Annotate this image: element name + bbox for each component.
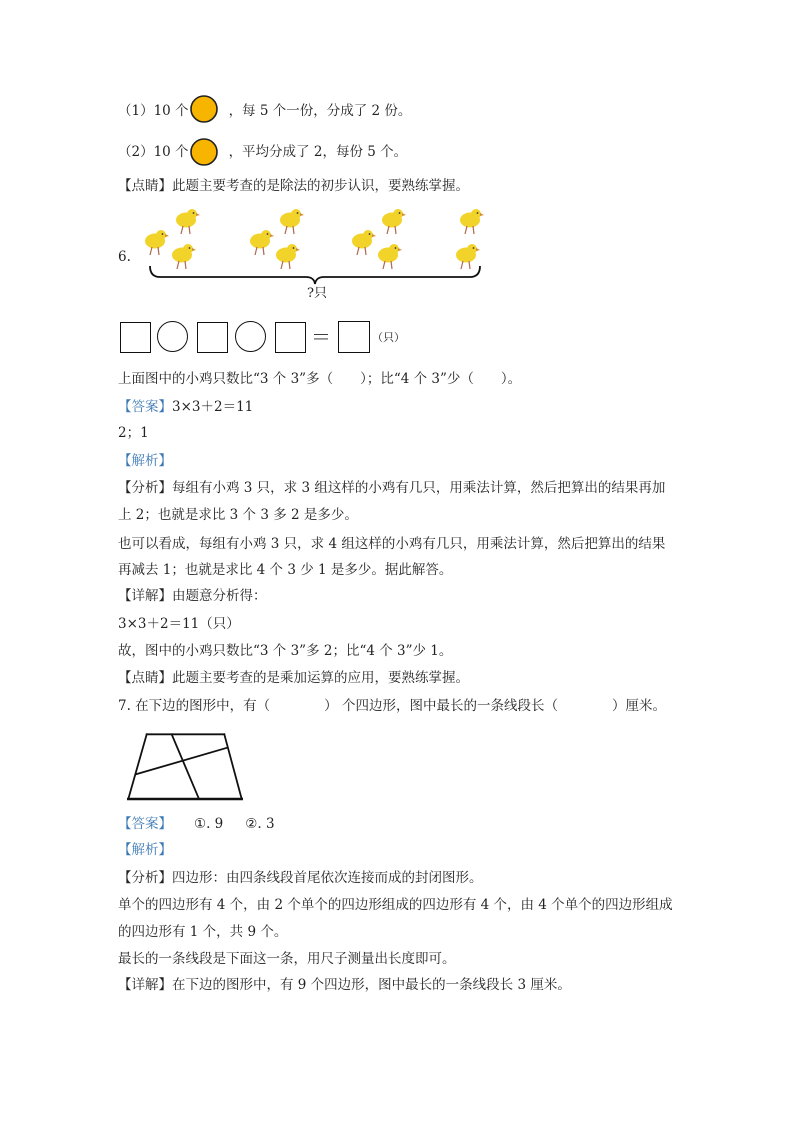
xiangjie-6-line1	[118, 587, 267, 605]
xiangjie-label: 【详解】	[118, 977, 172, 993]
orange-circle-icon	[189, 139, 219, 169]
chick-icon	[280, 209, 304, 234]
fenxi-7-line2: 单个的四边形有 4 个，由 2 个单个的四边形组成的四边形有 4 个，由 4 个单个的四边形组成	[118, 897, 673, 913]
answer-label: 【答案】	[118, 816, 172, 832]
chick-icon	[382, 209, 406, 234]
answer-7	[118, 815, 275, 833]
answer-6-line2: 2；1	[118, 425, 149, 441]
comment-6	[118, 669, 469, 687]
answer-box[interactable]	[275, 322, 306, 353]
fenxi-6-line3: 也可以看成，每组有小鸡 3 只，求 4 组这样的小鸡有几只，用乘法计算，然后把算出的结果	[118, 536, 666, 552]
xiangjie-6-line3: 故，图中的小鸡只数比“3 个 3”多 2；比“4 个 3”少 1。	[118, 643, 453, 659]
chick-icon	[145, 230, 169, 255]
answer-label: 【答案】	[118, 399, 172, 415]
question-6-number: 6.	[118, 249, 131, 265]
unit-label: （只）	[372, 331, 405, 344]
analysis-label: 【解析】	[118, 453, 172, 469]
brace-icon	[148, 264, 488, 286]
answer-1: ①. 9	[194, 816, 224, 832]
fenxi-6-line2: 上 2；也就是求比 3 个 3 多 2 是多少。	[118, 507, 358, 523]
item-2-prefix: （2）10 个	[118, 144, 189, 160]
fenxi-text: 每组有小鸡 3 只，求 3 组这样的小鸡有几只，用乘法计算，然后把算出的结果再加	[172, 480, 666, 496]
analysis-label: 【解析】	[118, 842, 172, 858]
xiangjie-6-line2: 3×3＋2＝11（只）	[118, 616, 240, 632]
comment-label: 【点睛】	[118, 670, 172, 686]
operator-circle[interactable]	[157, 321, 188, 352]
fenxi-label: 【分析】	[118, 480, 172, 496]
xiangjie-text: 在下边的图形中，有 9 个四边形，图中最长的一条线段长 3 厘米。	[172, 977, 571, 993]
orange-circle-icon	[189, 96, 219, 126]
answer-box[interactable]	[120, 322, 151, 353]
chick-icon	[250, 230, 274, 255]
result-box[interactable]	[338, 321, 370, 353]
comment-text: 此题主要考查的是乘加运算的应用，要熟练掌握。	[172, 670, 469, 686]
fenxi-label: 【分析】	[118, 870, 172, 886]
chick-icon	[460, 209, 484, 234]
answer-text: 3×3＋2＝11	[172, 399, 254, 415]
item-1-line	[118, 102, 411, 120]
item-2-suffix: ，平均分成了 2，每份 5 个。	[228, 144, 408, 160]
fenxi-6-line1	[118, 479, 665, 497]
item-1-prefix: （1）10 个	[118, 103, 189, 119]
question-6-text: 上面图中的小鸡只数比“3 个 3”多（ ）；比“4 个 3”少（ ）。	[118, 371, 522, 387]
item-1-suffix: ，每 5 个一份，分成了 2 份。	[228, 103, 412, 119]
fenxi-7-line4: 最长的一条线段是下面这一条，用尺子测量出长度即可。	[118, 951, 456, 967]
brace-label: ?只	[307, 286, 327, 301]
chick-icon	[352, 230, 376, 255]
fenxi-7-line3: 的四边形有 1 个，共 9 个。	[118, 924, 288, 940]
fenxi-6-line4: 再减去 1；也就是求比 4 个 3 少 1 是多少。据此解答。	[118, 562, 453, 578]
xiangjie-7	[118, 976, 571, 994]
comment-5	[118, 177, 469, 195]
comment-text: 此题主要考查的是除法的初步认识，要熟练掌握。	[172, 178, 469, 194]
answer-box[interactable]	[197, 322, 228, 353]
chick-icon	[176, 209, 200, 234]
xiangjie-label: 【详解】	[118, 588, 172, 604]
equals-sign: ＝	[311, 325, 331, 349]
fenxi-7-line1	[118, 869, 483, 887]
operator-circle[interactable]	[235, 321, 266, 352]
answer-2: ②. 3	[245, 816, 275, 832]
item-2-line	[118, 143, 407, 161]
answer-6	[118, 398, 253, 416]
fenxi-text: 四边形：由四条线段首尾依次连接而成的封闭图形。	[172, 870, 483, 886]
question-7-text: 7. 在下边的图形中，有（ ） 个四边形，图中最长的一条线段长（ ）厘米。	[118, 698, 666, 714]
comment-label: 【点睛】	[118, 178, 172, 194]
xiangjie-text: 由题意分析得：	[172, 588, 267, 604]
quadrilateral-figure	[120, 725, 250, 805]
